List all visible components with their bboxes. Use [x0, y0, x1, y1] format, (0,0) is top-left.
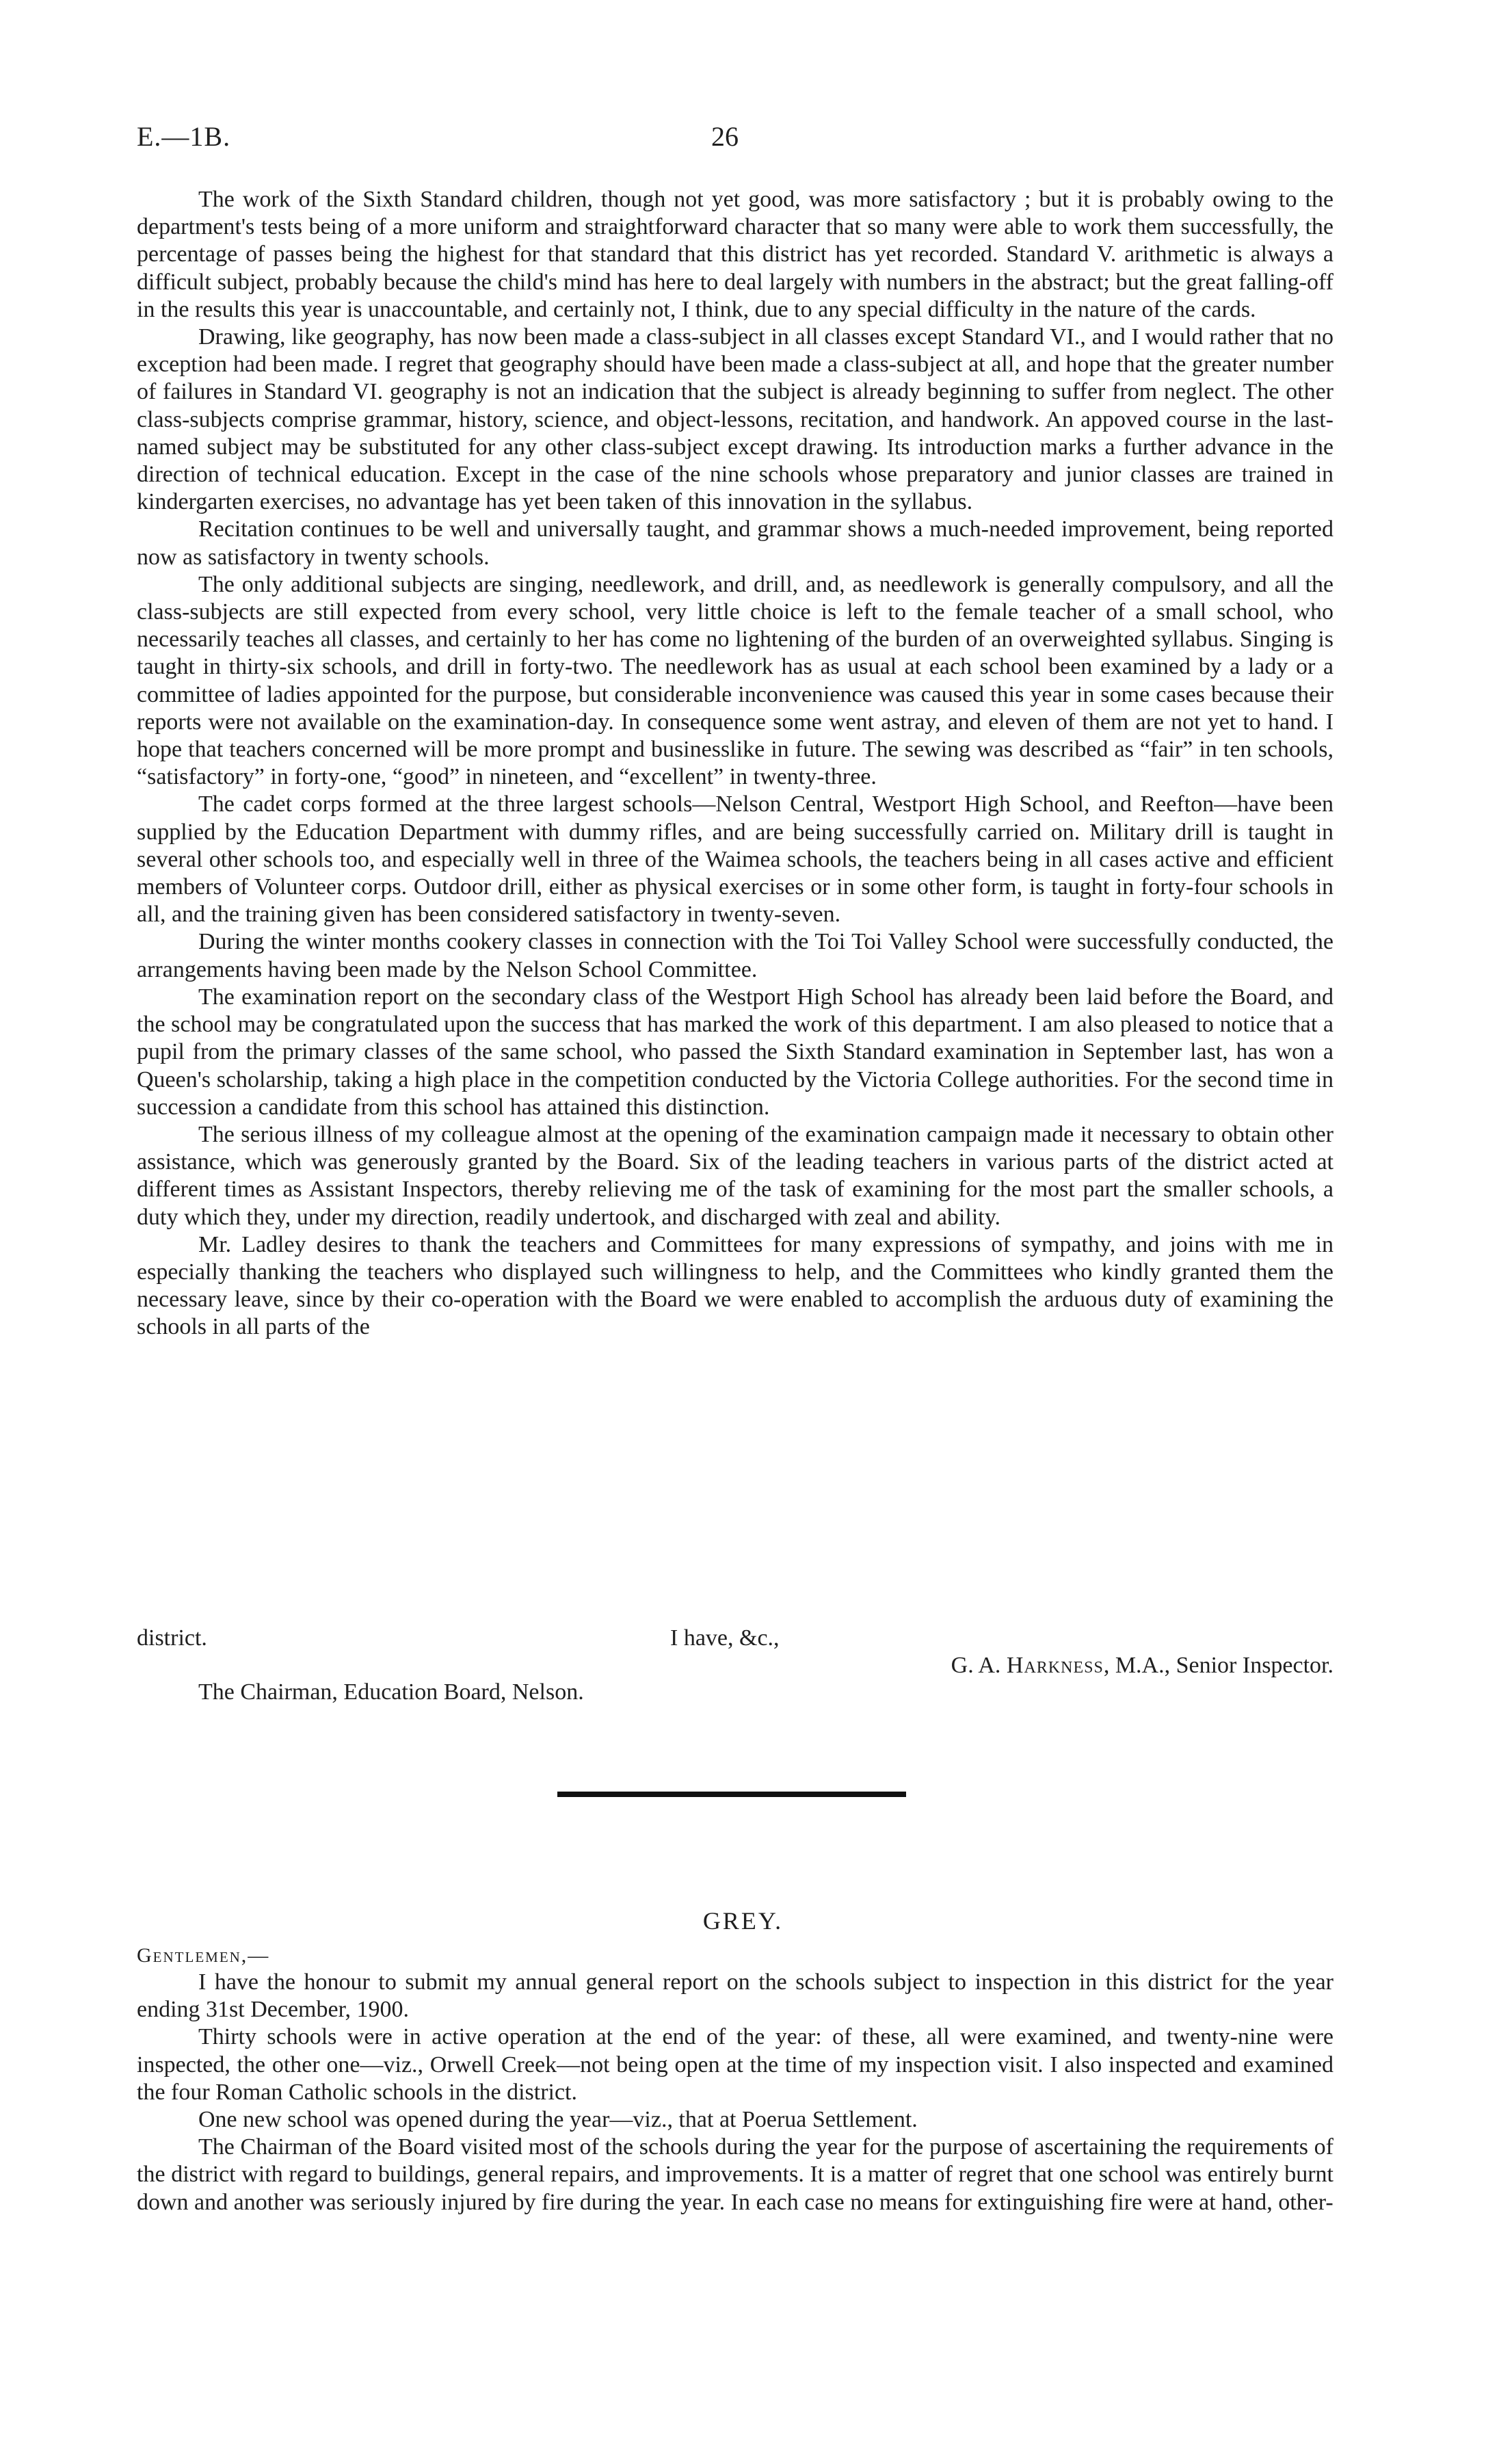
letter-closing — [137, 1625, 1334, 1679]
paragraph-recitation: Recitation continues to be well and universally taught, and grammar shows a much-needed improvement, being reported now as satisfactory in twenty schools. — [137, 516, 1334, 570]
paragraph-drawing: Drawing, like geography, has now been made a class-subject in all classes except Standard VI., and I would rather that no exception had been made. I regret that geography should have been made a class-subject at all, and hope that the greater number of failures in Standard VI. geography is not an indication that the subject is already beginning to suffer from neglect. The other class-subjects comprise grammar, history, science, and object-lessons, recitation, and handwork. An appoved course in the last-named subject may be substituted for any other class-subject except drawing. Its introduction marks a further advance in the direction of technical education. Except in the case of the nine schools whose preparatory and junior classes are trained in kindergarten exercises, no advantage has yet been taken of this innovation in the syllabus. — [137, 324, 1334, 515]
paragraph-additional-subjects: The only additional subjects are singing, needlework, and drill, and, as needlework is generally compulsory, and all the class-subjects are still expected from every school, very little choice is left to the female teacher of a small school, who necessarily teaches all classes, and certainly to her has come no lightening of the burden of an overweighted syllabus. Singing is taught in thirty-six schools, and drill in forty-two. The needlework has as usual at each school been examined by a lady or a committee of ladies appointed for the purpose, but considerable inconvenience was caused this year in some cases because their reports were not available on the examination-day. In consequence some went astray, and eleven of them are not yet to hand. I hope that teachers concerned will be more prompt and businesslike in future. The sewing was described as “fair” in ten schools, “satisfactory” in forty-one, “good” in nineteen, and “excellent” in twenty-three. — [137, 571, 1334, 790]
paragraph-thirty-schools: Thirty schools were in active operation at the end of the year: of these, all were examined, and twenty-nine were inspected, the other one—viz., Orwell Creek—not being open at the time of my inspection visit. I also inspected and examined the four Roman Catholic schools in the district. — [137, 2024, 1334, 2105]
addressee: The Chairman, Education Board, Nelson. — [198, 1679, 584, 1705]
paragraph-illness-of-colleague: The serious illness of my colleague almost at the opening of the examination campaign made it necessary to obtain other assistance, which was generously granted by the Board. Six of the leading teachers in various parts of the district acted at different times as Assistant Inspectors, thereby relieving me of the task of examining for the most part the smaller schools, a duty which they, under my direction, readily undertook, and discharged with zeal and ability. — [137, 1121, 1334, 1230]
paragraph-sixth-standard: The work of the Sixth Standard children, though not yet good, was more satisfactory ; but it is probably owing to the department's tests being of a more uniform and straightforward character that so many were able to work them successfully, the percentage of passes being the highest for that standard that this district has yet recorded. Standard V. arithmetic is always a difficult subject, probably because the child's mind has here to deal largely with numbers in the abstract; but the great falling-off in the results this year is unaccountable, and certainly not, I think, due to any special difficulty in the nature of the cards. — [137, 187, 1334, 322]
running-header — [0, 120, 1486, 161]
closing-word: district. — [137, 1625, 207, 1651]
paragraph-westport-high-school: The examination report on the secondary class of the Westport High School has already been laid before the Board, and the school may be congratulated upon the success that has marked the work of this department. I am also pleased to notice that a pupil from the primary classes of the same school, who passed the Sixth Standard examination in September last, has won a Queen's scholarship, taking a high place in the competition conducted by the Victoria College authorities. For the second time in succession a candidate from this school has attained this distinction. — [137, 984, 1334, 1120]
paragraph-honour-to-submit: I have the honour to submit my annual general report on the schools subject to inspection in this district for the year ending 31st December, 1900. — [137, 1969, 1334, 2023]
closing-phrase: I have, &c., — [670, 1625, 780, 1651]
grey-report-body — [137, 1969, 1334, 2216]
paragraph-new-school: One new school was opened during the year—viz., that at Poerua Settlement. — [198, 2107, 918, 2133]
section-divider-rule — [557, 1792, 906, 1797]
salutation: Gentlemen,— — [137, 1944, 270, 1967]
nelson-report-body — [137, 186, 1334, 1341]
paragraph-cookery: During the winter months cookery classes in connection with the Toi Toi Valley School were successfully conducted, the arrangements having been made by the Nelson School Committee. — [137, 929, 1334, 982]
paragraph-chairman-visits: The Chairman of the Board visited most of the schools during the year for the purpose of ascertaining the requirements of the district with regard to buildings, general repairs, and improvements. It is a matter of regret that one school was entirely burnt down and another was seriously injured by fire during the year. In each case no means for extinguishing fire were at hand, other- — [137, 2134, 1334, 2215]
signature-title: , M.A., Senior Inspector. — [1103, 1653, 1334, 1678]
paragraph-cadet-corps: The cadet corps formed at the three largest schools—Nelson Central, Westport High School, and Reefton—have been supplied by the Education Department with dummy rifles, and are being successfully carried on. Military drill is taught in several other schools too, and especially well in three of the Waimea schools, the teachers being in all cases active and efficient members of Volunteer corps. Outdoor drill, either as physical exercises or in some other form, is taught in forty-four schools in all, and the training given has been considered satisfactory in twenty-seven. — [137, 791, 1334, 928]
signature-initials: G. A. — [951, 1653, 1001, 1678]
signature-name: Harkness — [1006, 1653, 1104, 1678]
document-reference: E.—1B. — [137, 121, 231, 152]
signature — [951, 1652, 1334, 1679]
page-number: 26 — [711, 121, 739, 152]
section-title-grey: GREY. — [702, 1907, 784, 1935]
paragraph-thanks: Mr. Ladley desires to thank the teachers and Committees for many expressions of sympathy, and joins with me in especially thanking the teachers who displayed such willingness to help, and the Committees who kindly granted them the necessary leave, since by their co-operation with the Board we were enabled to accomplish the arduous duty of examining the schools in all parts of the — [137, 1231, 1334, 1340]
